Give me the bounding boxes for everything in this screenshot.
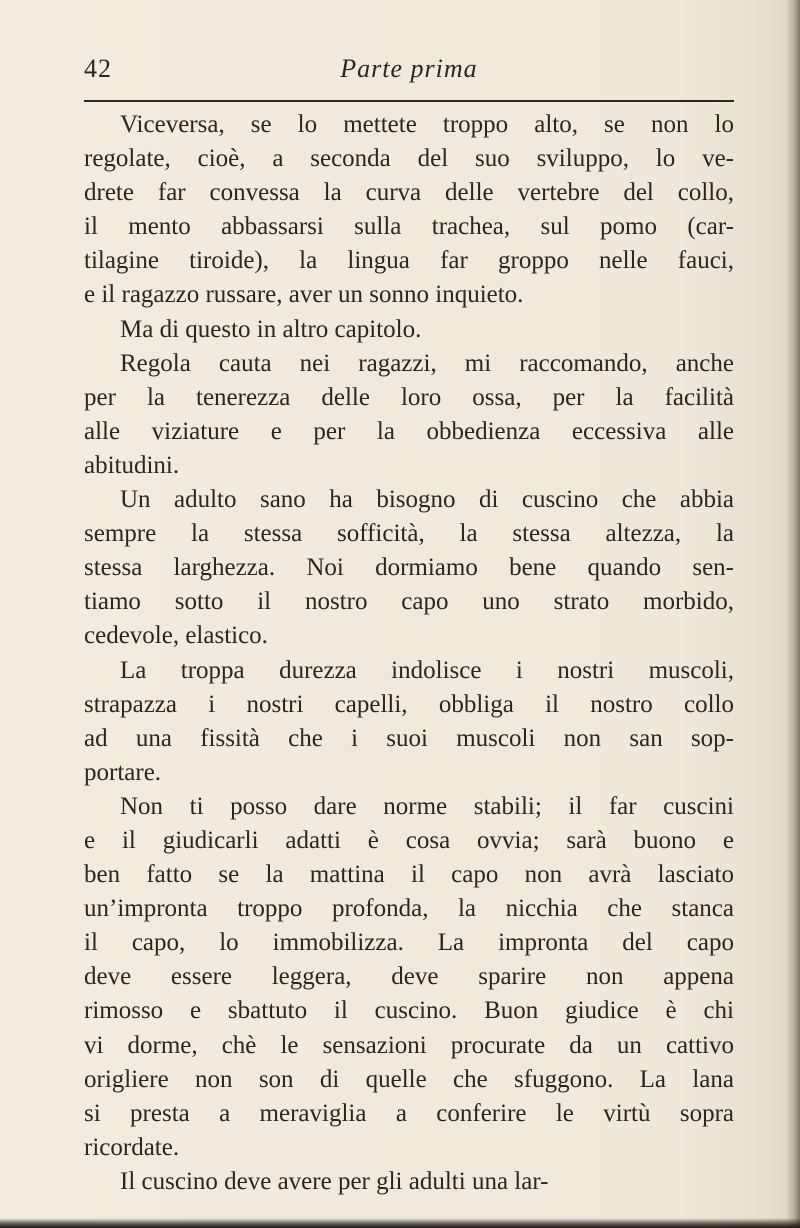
text-line: per la tenerezza delle loro ossa, per la facilità <box>84 383 734 411</box>
page-edge-shadow <box>786 0 800 1228</box>
text-line: rimosso e sbattuto il cuscino. Buon giudice è chi <box>84 997 734 1025</box>
text-line: il mento abbassarsi sulla trachea, sul pomo (car- <box>84 213 734 241</box>
page-number: 42 <box>84 54 112 83</box>
text-line: Viceversa, se lo mettete troppo alto, se non lo <box>120 111 734 138</box>
text-line: sempre la stessa sofficità, la stessa altezza, la <box>84 520 734 548</box>
text-line: regolate, cioè, a seconda del suo sviluppo, lo ve- <box>84 145 734 173</box>
page-header <box>84 52 734 86</box>
header-rule <box>84 100 734 102</box>
text-line: si presta a meraviglia a conferire le virtù sopra <box>84 1099 734 1127</box>
text-line: e il giudicarli adatti è cosa ovvia; sarà buono e <box>84 826 734 854</box>
text-line: ricordate. <box>84 1133 180 1161</box>
text-line: cedevole, elastico. <box>84 622 268 650</box>
text-line: tiamo sotto il nostro capo uno strato morbido, <box>84 588 734 616</box>
text-line: drete far convessa la curva delle vertebre del collo, <box>84 179 734 207</box>
text-line: alle viziature e per la obbedienza eccessiva alle <box>84 417 734 445</box>
text-line: Ma di questo in altro capitolo. <box>120 315 422 343</box>
text-line: deve essere leggera, deve sparire non appena <box>84 963 734 991</box>
text-line: Regola cauta nei ragazzi, mi raccomando, anche <box>120 349 734 377</box>
text-line: ben fatto se la mattina il capo non avrà lasciato <box>84 861 734 889</box>
text-line: Il cuscino deve avere per gli adulti una lar- <box>120 1167 549 1195</box>
text-line: ad una fissità che i suoi muscoli non san sop- <box>84 724 734 752</box>
text-line: vi dorme, chè le sensazioni procurate da un cattivo <box>84 1031 734 1059</box>
text-line: La troppa durezza indolisce i nostri muscoli, <box>120 656 734 684</box>
text-line: tilagine tiroide), la lingua far groppo nelle fauci, <box>84 247 734 275</box>
text-line: e il ragazzo russare, aver un sonno inquieto. <box>84 281 524 309</box>
page-bottom-edge <box>0 1218 800 1228</box>
text-line: portare. <box>84 758 162 786</box>
text-line: Un adulto sano ha bisogno di cuscino che abbia <box>120 486 734 514</box>
text-line: abitudini. <box>84 451 180 479</box>
text-line: strapazza i nostri capelli, obbliga il nostro collo <box>84 690 734 718</box>
text-line: stessa larghezza. Noi dormiamo bene quando sen- <box>84 554 734 582</box>
text-line: Non ti posso dare norme stabili; il far cuscini <box>120 792 734 820</box>
text-line: il capo, lo immobilizza. La impronta del capo <box>84 929 734 957</box>
text-line: un’impronta troppo profonda, la nicchia che stanca <box>84 895 734 923</box>
running-head: Parte prima <box>340 54 478 83</box>
body-text <box>84 108 734 1199</box>
text-line: origliere non son di quelle che sfuggono. La lana <box>84 1065 734 1093</box>
